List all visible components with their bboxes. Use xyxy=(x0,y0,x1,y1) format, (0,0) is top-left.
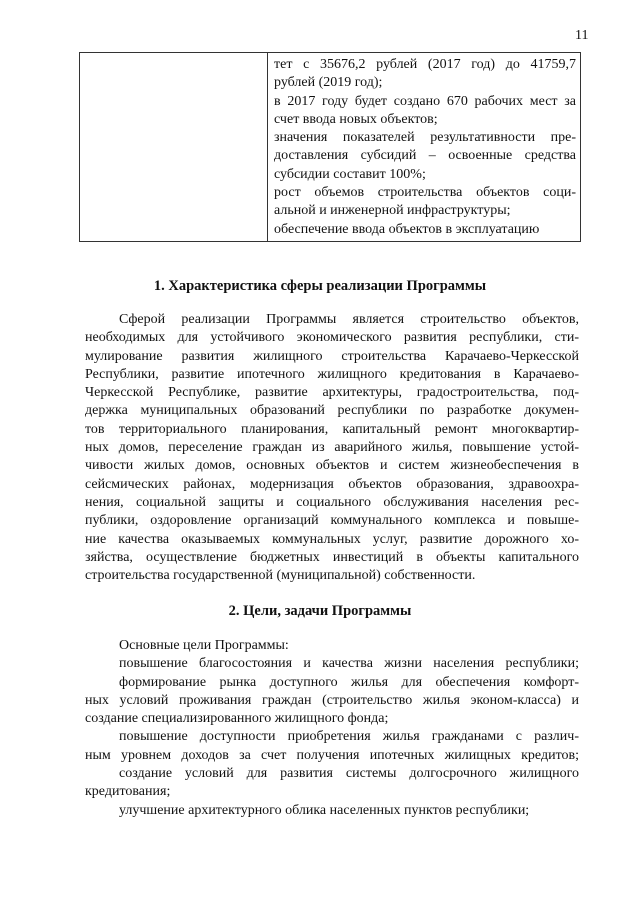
paragraph-line: ных условий проживания граждан (строительство жилья эконом-класса) и xyxy=(85,692,579,708)
paragraph-line: сейсмических районах, модернизация объектов образования, здравоохра- xyxy=(85,476,579,492)
paragraph-line: публики, оздоровление организаций коммунального комплекса и повыше- xyxy=(85,513,579,529)
page-number: 11 xyxy=(575,28,589,43)
table-line: обеспечение ввода объектов в эксплуатацию xyxy=(274,221,540,237)
paragraph-line: зяйства, осуществление бюджетных инвестиций в объекты капитального xyxy=(85,549,579,565)
table-line: субсидии составит 100%; xyxy=(274,166,426,182)
paragraph-line: ных домов, переселение граждан из аварийного жилья, повышение устой- xyxy=(85,440,579,456)
paragraph-line: Основные цели Программы: xyxy=(119,638,289,653)
paragraph-line: формирование рынка доступного жилья для обеспечения комфорт- xyxy=(119,674,579,690)
table-line: альной и инженерной инфраструктуры; xyxy=(274,203,511,219)
section-1-title: 1. Характеристика сферы реализации Программы xyxy=(153,278,487,294)
paragraph-line: ным уровнем доходов за счет получения ипотечных жилищных кредитов; xyxy=(85,747,579,763)
paragraph-line: Республики, развитие ипотечного жилищного кредитования в Карачаево- xyxy=(85,366,579,382)
table-line: рублей (2019 год); xyxy=(274,75,383,91)
table-right-cell xyxy=(268,53,580,241)
table-line: доставления субсидий – освоенные средства xyxy=(274,148,576,164)
paragraph-line: улучшение архитектурного облика населенных пунктов республики; xyxy=(119,802,530,818)
table-line: счет ввода новых объектов; xyxy=(274,111,438,127)
paragraph-line: кредитования; xyxy=(85,784,171,800)
section-2-body xyxy=(85,637,579,820)
paragraph-line: строительства государственной (муниципальной) собственности. xyxy=(85,568,476,584)
paragraph-line: ние качества оказываемых коммунальных услуг, развитие дорожного хо- xyxy=(85,531,579,547)
paragraph-line: Сферой реализации Программы является строительство объектов, xyxy=(119,312,579,327)
paragraph-line: тов территориального планирования, капитальный ремонт многоквартир- xyxy=(85,421,579,437)
paragraph-line: нения, социальной защиты и социального обслуживания населения рес- xyxy=(85,494,579,510)
paragraph-line: необходимых для устойчивого экономического развития республики, сти- xyxy=(85,330,579,346)
table-line: тет с 35676,2 рублей (2017 год) до 41759,7 xyxy=(274,57,576,72)
table-line: значения показателей результативности пре- xyxy=(274,130,576,146)
paragraph-line: держка муниципальных образований республики по разработке докумен- xyxy=(85,403,579,419)
paragraph-line: повышение доступности приобретения жилья гражданами с различ- xyxy=(119,729,579,745)
table-line: в 2017 году будет создано 670 рабочих мест за xyxy=(274,93,576,109)
paragraph-line: создание условий для развития системы долгосрочного жилищного xyxy=(119,766,579,782)
paragraph-line: мулирование развития жилищного строительства Карачаево-Черкесской xyxy=(85,348,579,364)
section-2-title: 2. Цели, задачи Программы xyxy=(228,603,412,619)
paragraph-line: Черкесской Республике, развитие архитектуры, градостроительства, под- xyxy=(85,385,579,401)
info-table xyxy=(79,52,581,242)
section-1-body xyxy=(85,311,579,585)
paragraph-line: повышение благосостояния и качества жизни населения республики; xyxy=(119,656,579,672)
table-line: рост объемов строительства объектов соци- xyxy=(274,185,576,201)
paragraph-line: создание специализированного жилищного фонда; xyxy=(85,711,389,727)
table-left-cell xyxy=(80,53,268,241)
paragraph-line: чивости жилых домов, основных объектов и систем жизнеобеспечения в xyxy=(85,458,579,474)
